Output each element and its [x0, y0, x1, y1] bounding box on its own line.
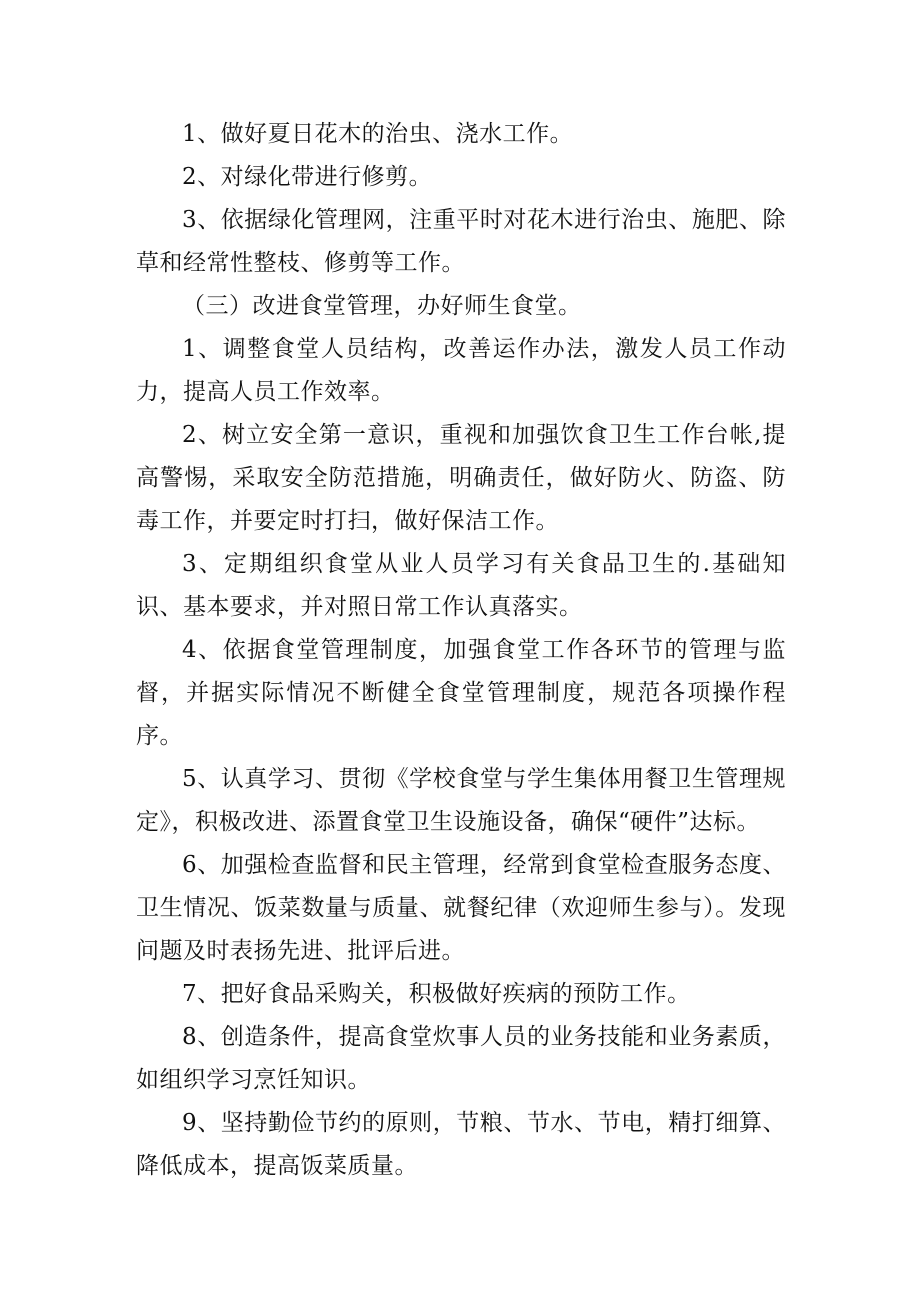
paragraph-canteen-item-5: 5、认真学习、贯彻《学校食堂与学生集体用餐卫生管理规定》，积极改进、添置食堂卫生设施设备，确保“硬件”达标。: [136, 766, 786, 835]
paragraph-greening-item-3: 3、依据绿化管理网，注重平时对花木进行治虫、施肥、除草和经常性整枝、修剪等工作。: [136, 207, 786, 276]
paragraph-canteen-item-8: 8、创造条件，提高食堂炊事人员的业务技能和业务素质，如组织学习烹饪知识。: [136, 1024, 786, 1093]
paragraph-canteen-item-7: 7、把好食品采购关，积极做好疾病的预防工作。: [182, 981, 691, 1007]
paragraph-canteen-item-4: 4、依据食堂管理制度，加强食堂工作各环节的管理与监督，并据实际情况不断健全食堂管理制度，规范各项操作程序。: [136, 637, 786, 749]
paragraph-greening-item-2: 2、对绿化带进行修剪。: [182, 164, 433, 190]
section-heading-canteen: （三）改进食堂管理，办好师生食堂。: [182, 293, 582, 319]
paragraph-canteen-item-1: 1、调整食堂人员结构，改善运作办法，激发人员工作动力，提高人员工作效率。: [136, 336, 786, 405]
paragraph-canteen-item-2: 2、树立安全第一意识，重视和加强饮食卫生工作台帐,提高警惕，采取安全防范措施，明确责任，做好防火、防盗、防毒工作，并要定时打扫，做好保洁工作。: [136, 422, 786, 534]
paragraph-canteen-item-9: 9、坚持勤俭节约的原则，节粮、节水、节电，精打细算、降低成本，提高饭菜质量。: [136, 1110, 786, 1179]
document-body: [136, 113, 786, 1188]
paragraph-canteen-item-6: 6、加强检查监督和民主管理，经常到食堂检查服务态度、卫生情况、饭菜数量与质量、就餐纪律（欢迎师生参与）。发现问题及时表扬先进、批评后进。: [136, 852, 786, 964]
paragraph-canteen-item-3: 3、定期组织食堂从业人员学习有关食品卫生的.基础知识、基本要求，并对照日常工作认真落实。: [136, 551, 786, 620]
paragraph-greening-item-1: 1、做好夏日花木的治虫、浇水工作。: [182, 121, 574, 147]
